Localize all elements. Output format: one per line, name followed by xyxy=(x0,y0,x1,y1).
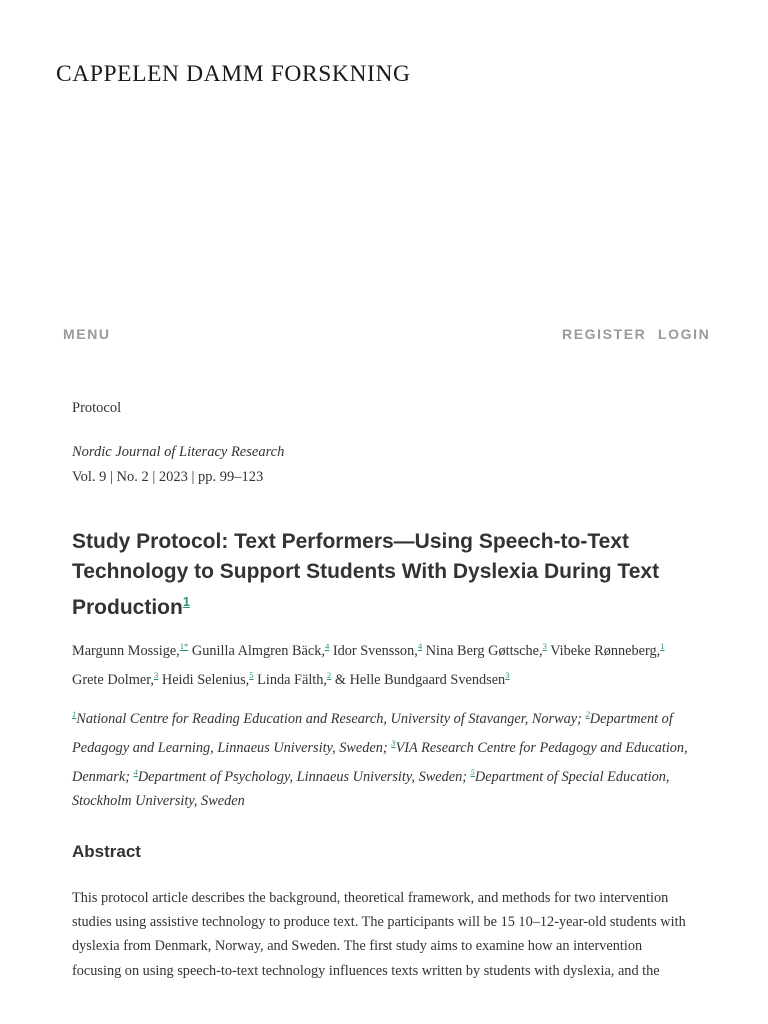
author-affiliation-link[interactable]: 5 xyxy=(249,669,254,680)
author-affiliation-link[interactable]: 1 xyxy=(660,641,665,651)
article-title xyxy=(72,527,697,623)
affiliation-text: VIA Research Centre for Pedagogy and Education, Denmark; xyxy=(72,739,688,785)
journal-name: Nordic Journal of Literacy Research xyxy=(72,444,285,460)
author-affiliation-link[interactable]: 1* xyxy=(179,641,189,651)
affiliation-marker[interactable]: 4 xyxy=(133,767,138,778)
author-list xyxy=(72,634,697,692)
abstract-heading: Abstract xyxy=(72,842,141,861)
affiliation-marker[interactable]: 5 xyxy=(470,767,475,778)
article-title-text: Study Protocol: Text Performers—Using Speech-to-Text Technology to Support Students With Dyslexia During Text Production xyxy=(72,530,660,619)
affiliation-marker[interactable]: 2 xyxy=(585,709,590,719)
author-name: Vibeke Rønneberg, xyxy=(550,642,661,659)
author-affiliation-link[interactable]: 2 xyxy=(327,669,332,680)
author-name: & Helle Bundgaard Svendsen xyxy=(334,671,506,688)
author-name: Margunn Mossige, xyxy=(72,642,180,659)
register-link[interactable]: REGISTER xyxy=(562,326,647,342)
author-affiliation-link[interactable]: 3 xyxy=(542,641,547,651)
author-name: Idor Svensson, xyxy=(332,642,418,659)
issue-info: Vol. 9 | No. 2 | 2023 | pp. 99–123 xyxy=(72,469,264,485)
affiliation-text: Department of Pedagogy and Learning, Linnaeus University, Sweden; xyxy=(72,710,673,756)
title-footnote-link[interactable]: 1 xyxy=(182,595,190,609)
author-affiliation-link[interactable]: 3 xyxy=(505,669,510,680)
affiliation-text: National Centre for Reading Education and Research, University of Stavanger, Norway; xyxy=(76,710,586,727)
article-type: Protocol xyxy=(72,400,122,416)
abstract-text: This protocol article describes the background, theoretical framework, and methods for two intervention studies using assistive technology to produce text. The participants will be 15 10–12-year-old students with dyslexia from Denmark, Norway, and Sweden. The first study aims to examine how an intervention focusing on using speech-to-text technology influences texts written by students with dyslexia, and the xyxy=(72,890,686,979)
author-affiliation-link[interactable]: 4 xyxy=(324,641,330,651)
author-affiliation-link[interactable]: 3 xyxy=(154,669,159,680)
author-name: Gunilla Almgren Bäck, xyxy=(191,642,325,659)
publisher-logo[interactable]: CAPPELEN DAMM FORSKNING xyxy=(56,61,411,87)
author-name: Linda Fälth, xyxy=(257,671,327,688)
affiliation-text: Department of Psychology, Linnaeus University, Sweden; xyxy=(137,768,471,785)
affiliation-list xyxy=(72,702,692,813)
author-name: Grete Dolmer, xyxy=(72,671,154,688)
affiliation-marker[interactable]: 3 xyxy=(391,738,396,749)
author-affiliation-link[interactable]: 4 xyxy=(417,641,423,651)
menu-button[interactable]: MENU xyxy=(63,326,111,342)
login-link[interactable]: LOGIN xyxy=(658,326,711,342)
affiliation-text: Department of Special Education, Stockholm University, Sweden xyxy=(72,768,670,810)
author-name: Heidi Selenius, xyxy=(161,671,250,688)
author-name: Nina Berg Gøttsche, xyxy=(425,642,543,659)
affiliation-marker[interactable]: 1 xyxy=(72,709,77,719)
